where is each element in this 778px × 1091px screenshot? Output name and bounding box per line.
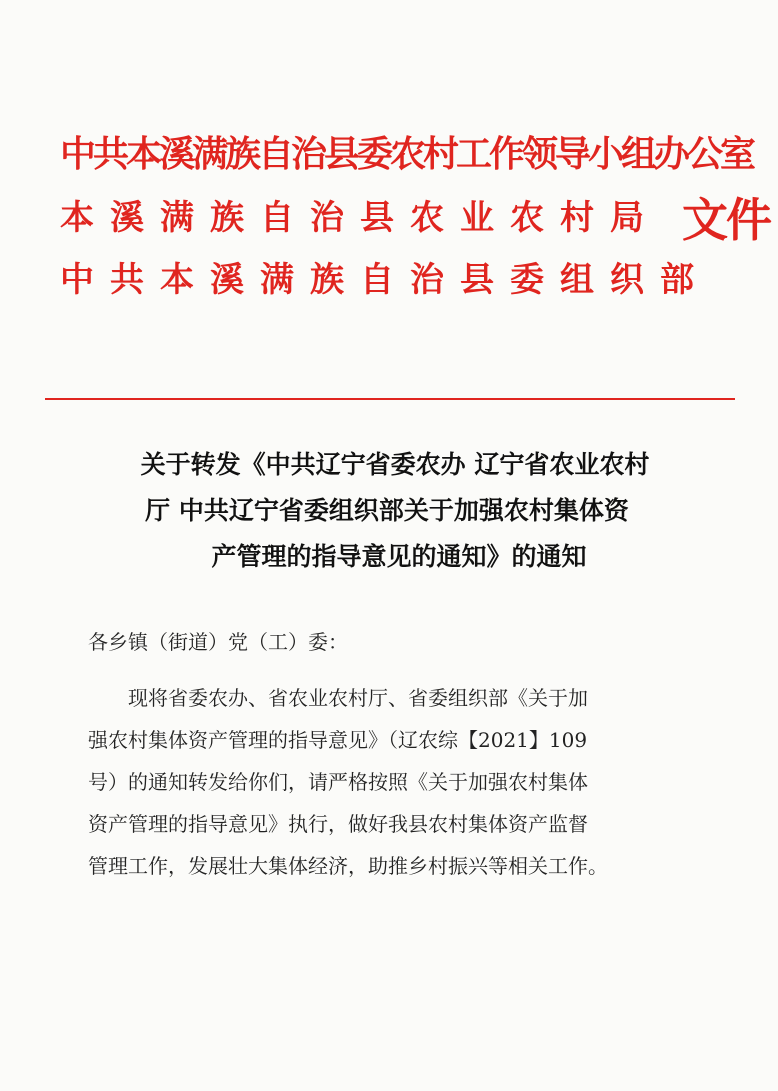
title-line-1: 关于转发《中共辽宁省委农办 辽宁省农业农村 (140, 450, 650, 479)
title-line-2: 厅 中共辽宁省委组织部关于加强农村集体资 (145, 496, 629, 525)
salutation: 各乡镇（街道）党（工）委： (88, 630, 348, 654)
issuer-line-2: 本溪满族自治县农业农村局 (60, 198, 660, 238)
body-line-3: 号）的通知转发给你们，请严格按照《关于加强农村集体 (88, 770, 588, 794)
body-line-1: 现将省委农办、省农业农村厅、省委组织部《关于加 (128, 686, 588, 710)
red-divider (45, 398, 735, 400)
title-line-3: 产管理的指导意见的通知》的通知 (211, 542, 587, 571)
body-line-5: 管理工作，发展壮大集体经济，助推乡村振兴等相关工作。 (88, 854, 608, 878)
issuer-line-3: 中共本溪满族自治县委组织部 (60, 260, 710, 300)
body-paragraph (88, 677, 698, 887)
document-mark: 文件 (682, 193, 770, 247)
body-line-2: 强农村集体资产管理的指导意见》（辽农综【2021】109 (88, 728, 588, 752)
document-title (60, 442, 730, 580)
body-line-4: 资产管理的指导意见》执行，做好我县农村集体资产监督 (88, 812, 588, 836)
issuer-line-1: 中共本溪满族自治县委农村工作领导小组办公室 (60, 133, 754, 175)
